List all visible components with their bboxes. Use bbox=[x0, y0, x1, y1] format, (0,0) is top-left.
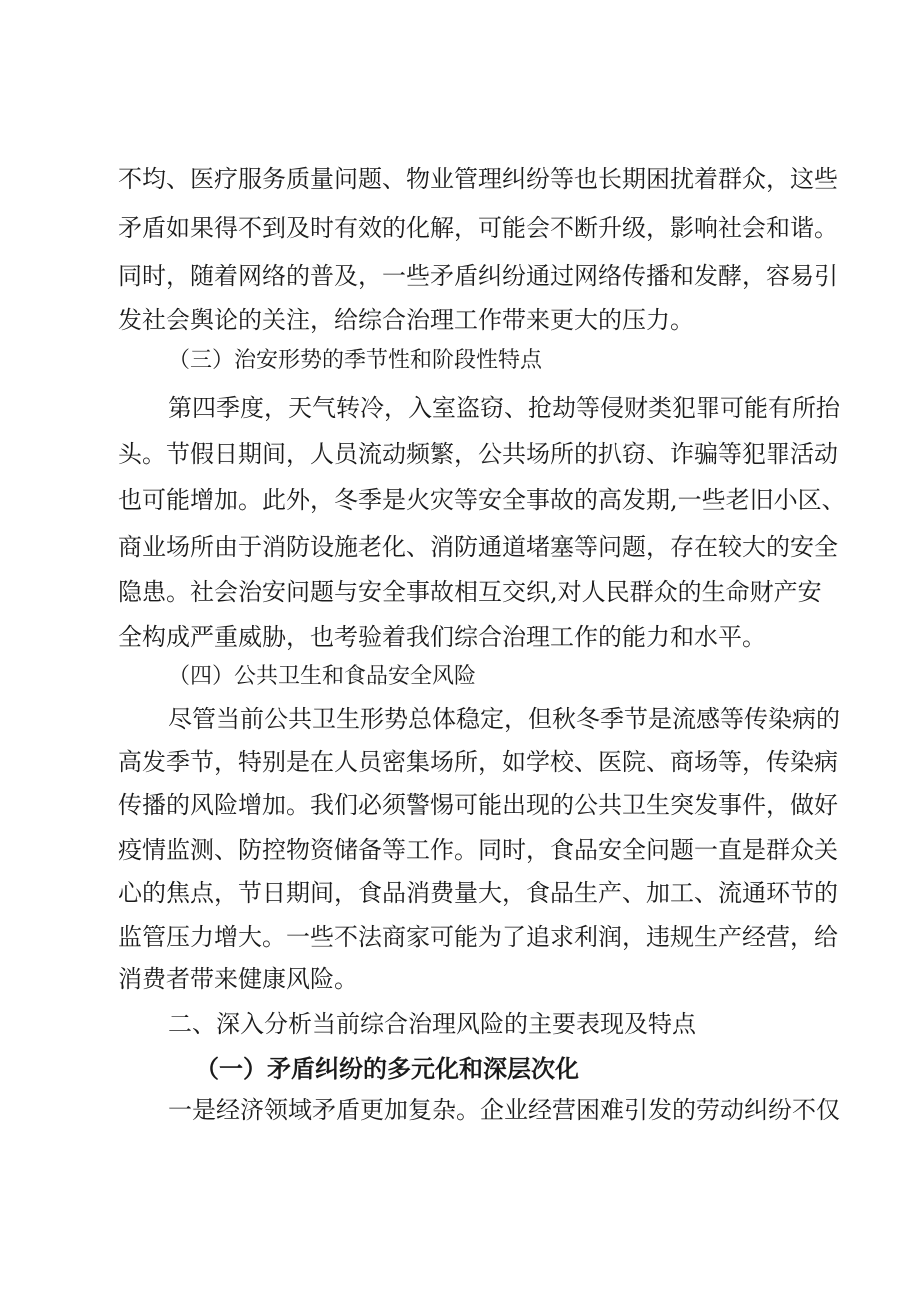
body-line: 同时，随着网络的普及，一些矛盾纠纷通过网络传播和发酵，容易引 bbox=[118, 262, 838, 290]
subsection-heading: （一）矛盾纠纷的多元化和深层次化 bbox=[195, 1054, 579, 1083]
body-line: 隐患。社会治安问题与安全事故相互交织,对人民群众的生命财产安 bbox=[118, 578, 822, 606]
body-line: 传播的风险增加。我们必须警惕可能出现的公共卫生突发事件，做好 bbox=[118, 791, 838, 819]
body-line: 尽管当前公共卫生形势总体稳定，但秋冬季节是流感等传染病的 bbox=[168, 705, 840, 733]
body-line: 头。节假日期间，人员流动频繁，公共场所的扒窃、诈骗等犯罪活动 bbox=[118, 440, 838, 468]
body-line: 矛盾如果得不到及时有效的化解，可能会不断升级，影响社会和谐。 bbox=[118, 214, 838, 242]
body-line: 监管压力增大。一些不法商家可能为了追求利润，违规生产经营，给 bbox=[118, 923, 838, 951]
body-line: 不均、医疗服务质量问题、物业管理纠纷等也长期困扰着群众，这些 bbox=[118, 165, 838, 193]
body-line: 发社会舆论的关注，给综合治理工作带来更大的压力。 bbox=[118, 306, 694, 334]
body-line: 高发季节，特别是在人员密集场所，如学校、医院、商场等，传染病 bbox=[118, 748, 838, 776]
body-line: 一是经济领域矛盾更加复杂。企业经营困难引发的劳动纠纷不仅 bbox=[168, 1096, 840, 1124]
body-line: 心的焦点，节日期间，食品消费量大，食品生产、加工、流通环节的 bbox=[118, 879, 838, 907]
body-line: 也可能增加。此外，冬季是火灾等安全事故的高发期,一些老旧小区、 bbox=[118, 486, 846, 514]
body-line: 疫情监测、防控物资储备等工作。同时，食品安全问题一直是群众关 bbox=[118, 836, 838, 864]
subsection-heading: （四）公共卫生和食品安全风险 bbox=[168, 664, 477, 689]
subsection-heading: （三）治安形势的季节性和阶段性特点 bbox=[168, 348, 543, 373]
body-line: 消费者带来健康风险。 bbox=[118, 965, 358, 993]
body-line: 第四季度，天气转冷，入室盗窃、抢劫等侵财类犯罪可能有所抬 bbox=[168, 394, 840, 422]
body-line: 全构成严重威胁，也考验着我们综合治理工作的能力和水平。 bbox=[118, 623, 766, 651]
body-line: 商业场所由于消防设施老化、消防通道堵塞等问题，存在较大的安全 bbox=[118, 533, 838, 561]
section-heading: 二、深入分析当前综合治理风险的主要表现及特点 bbox=[168, 1010, 696, 1038]
